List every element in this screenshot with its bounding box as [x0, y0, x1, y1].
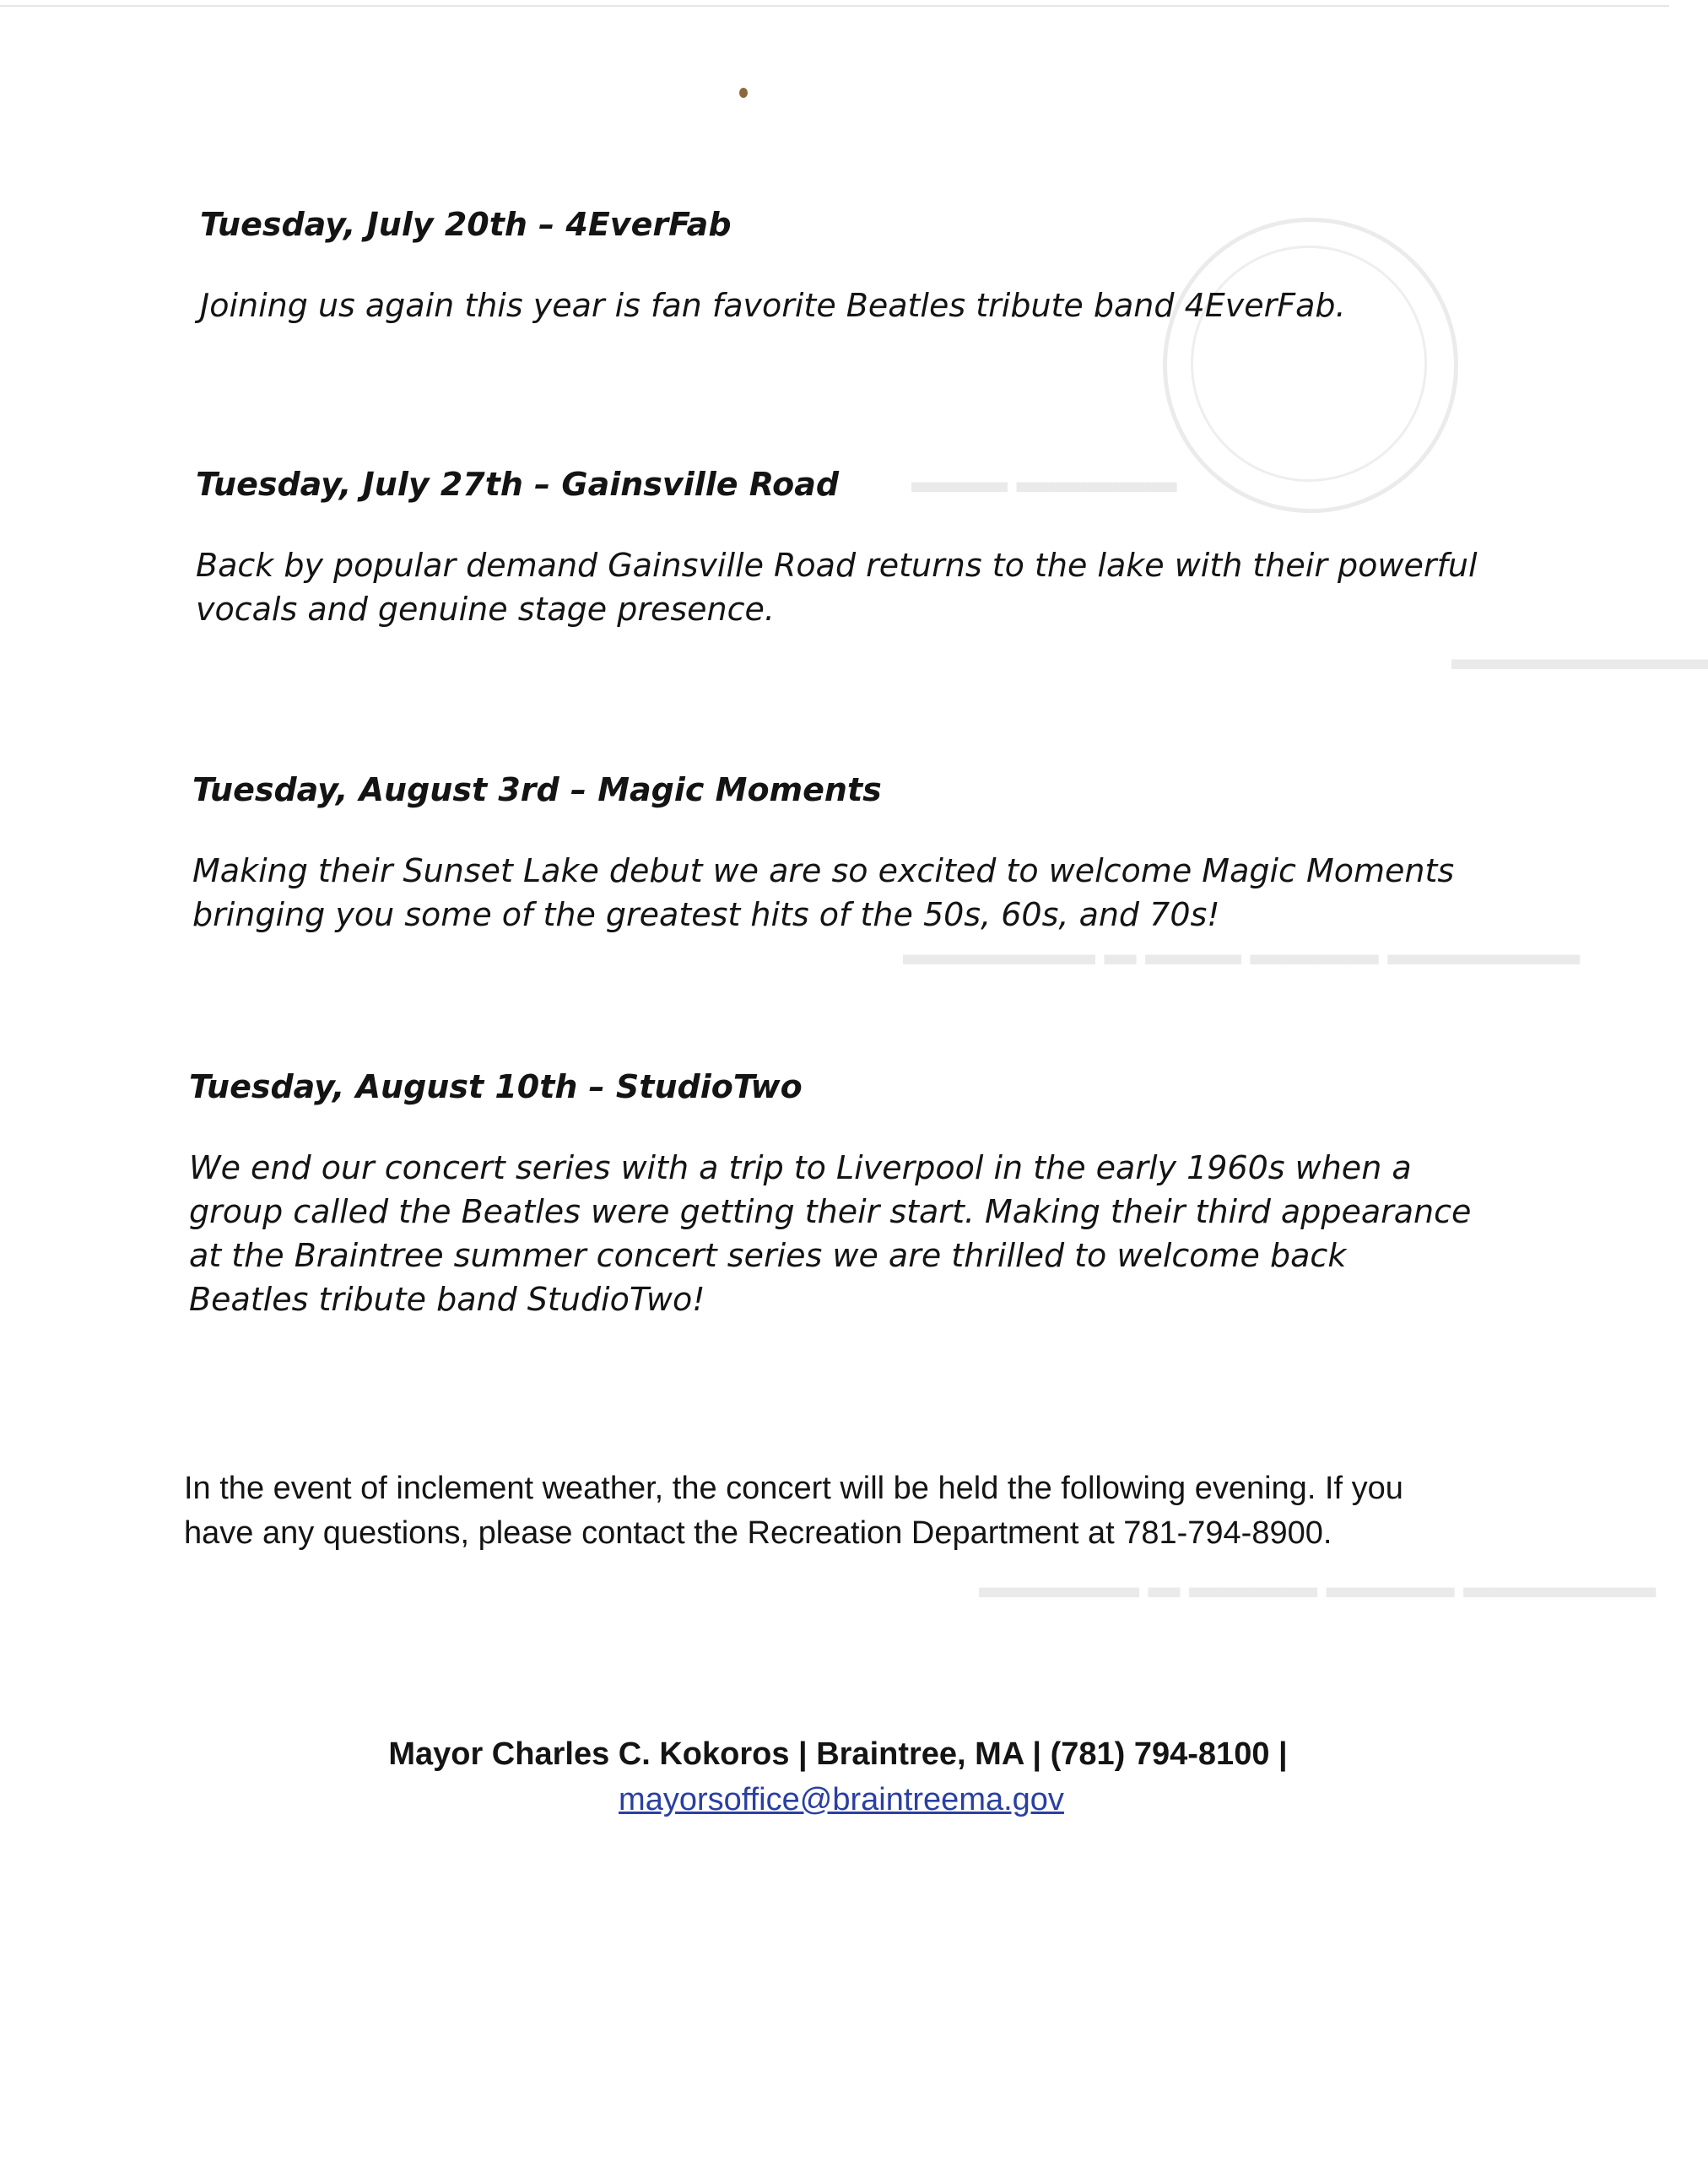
bleed-through-text: ▬▬▬▬▬▬▬▬: [1451, 641, 1708, 677]
event-heading: Tuesday, August 3rd – Magic Moments: [192, 771, 882, 808]
bleed-through-text: ▬▬▬▬▬▬ ▬▬▬▬ ▬▬▬▬ ▬ ▬▬▬▬▬: [979, 1569, 1657, 1605]
event-section: [200, 202, 1516, 327]
mayor-contact-line: Mayor Charles C. Kokoros | Braintree, MA | (781) 794-8100 |: [388, 1736, 1288, 1772]
event-heading: Tuesday, July 27th – Gainsville Road: [196, 466, 840, 503]
event-description: Making their Sunset Lake debut we are so excited to welcome Magic Moments bringing you some of the greatest hits of the 50s, 60s, and 70s!: [192, 852, 1455, 933]
event-section: [189, 1065, 1505, 1321]
scan-edge-line: [0, 5, 1669, 7]
weather-notice: In the event of inclement weather, the concert will be held the following evening. If you have any questions, please contact the Recreation Department at 781-794-8900.: [184, 1471, 1403, 1551]
bleed-through-text: ▬▬▬▬▬▬ ▬▬▬▬ ▬▬▬ ▬ ▬▬▬▬▬▬: [903, 937, 1581, 972]
bleed-through-text: ▬▬▬▬▬ ▬▬▬: [911, 464, 1177, 500]
event-heading: Tuesday, July 20th – 4EverFab: [200, 206, 732, 243]
event-section: [192, 768, 1509, 937]
event-section: [196, 462, 1512, 631]
email-link[interactable]: mayorsoffice@braintreema.gov: [619, 1782, 1064, 1817]
event-heading: Tuesday, August 10th – StudioTwo: [189, 1068, 803, 1105]
scan-speck: [739, 88, 748, 98]
event-description: Back by popular demand Gainsville Road returns to the lake with their powerful vocals and genuine stage presence.: [196, 547, 1478, 628]
signature-block: [0, 1731, 1669, 1822]
event-description: Joining us again this year is fan favorite Beatles tribute band 4EverFab.: [200, 287, 1346, 324]
event-description: We end our concert series with a trip to Liverpool in the early 1960s when a group called the Beatles were getting their start. Making their third appearance at the Braintree summer concert series we are thrilled to welcome back Beatles tribute band StudioTwo!: [189, 1149, 1472, 1318]
